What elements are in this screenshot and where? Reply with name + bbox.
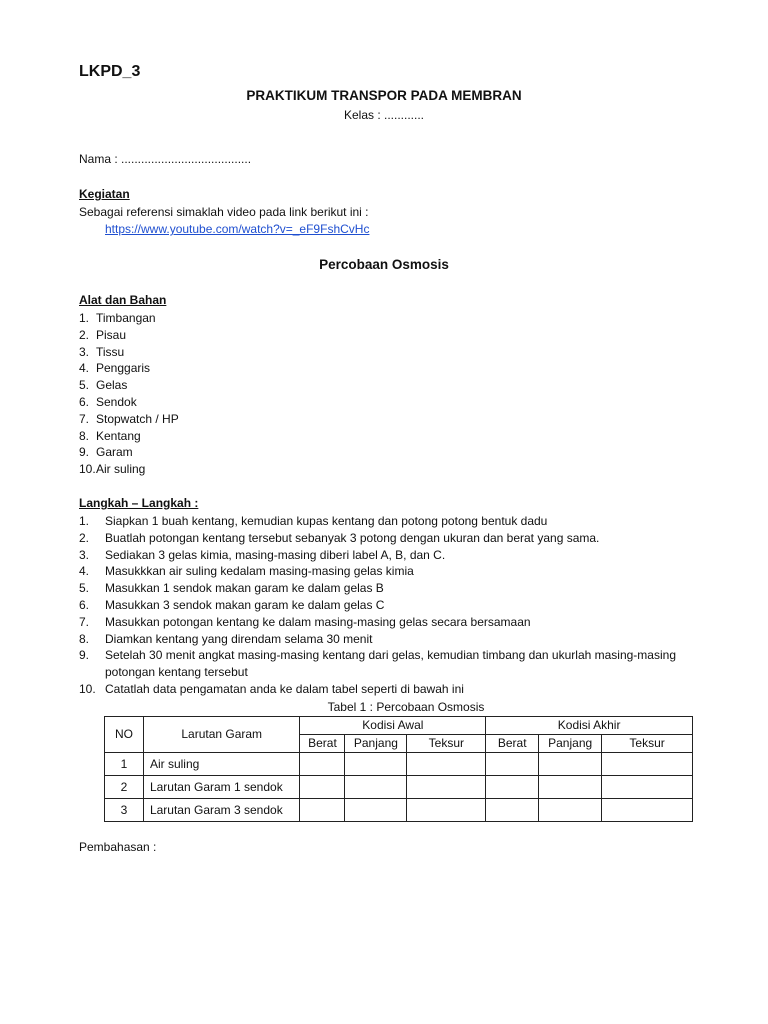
empty-cell <box>300 776 345 799</box>
step-text: Setelah 30 menit angkat masing-masing kentang dari gelas, kemudian timbang dan ukurlah masing-masing potongan kentang tersebut <box>105 648 676 680</box>
header-panjang: Panjang <box>539 735 602 753</box>
kegiatan-text: Sebagai referensi simaklah video pada link berikut ini : <box>79 205 369 219</box>
item-number: 6. <box>79 394 90 409</box>
table-caption: Tabel 1 : Percobaan Osmosis <box>327 700 485 714</box>
empty-cell <box>486 799 539 822</box>
empty-cell <box>300 799 345 822</box>
step-text: Diamkan kentang yang direndam selama 30 menit <box>105 631 373 646</box>
item-text: Penggaris <box>96 361 151 376</box>
step-text: Masukkan potongan kentang ke dalam masing-masing gelas secara bersamaan <box>105 614 531 629</box>
page-title: PRAKTIKUM TRANSPOR PADA MEMBRAN <box>246 88 522 103</box>
experiment-title: Percobaan Osmosis <box>319 257 449 272</box>
row-larutan: Air suling <box>143 753 300 776</box>
table-row <box>105 799 693 822</box>
item-number: 9. <box>79 445 90 460</box>
discussion-label: Pembahasan : <box>79 840 157 854</box>
step-text: Catatlah data pengamatan anda ke dalam tabel seperti di bawah ini <box>105 681 464 696</box>
table-row <box>105 776 693 799</box>
empty-cell <box>486 753 539 776</box>
empty-cell <box>602 753 693 776</box>
step-text: Masukkan 3 sendok makan garam ke dalam gelas C <box>105 597 385 612</box>
document-code: LKPD_3 <box>79 63 141 80</box>
kegiatan-heading: Kegiatan <box>79 187 130 201</box>
list-item <box>79 378 179 395</box>
list-item <box>79 445 179 462</box>
list-item <box>79 412 179 429</box>
header-teksur: Teksur <box>407 735 486 753</box>
step-item <box>79 563 679 580</box>
row-larutan: Larutan Garam 3 sendok <box>143 799 300 822</box>
step-number: 6. <box>79 597 90 612</box>
list-item <box>79 345 179 362</box>
step-text: Sediakan 3 gelas kimia, masing-masing diberi label A, B, dan C. <box>105 547 446 562</box>
empty-cell <box>345 753 407 776</box>
empty-cell <box>486 776 539 799</box>
video-link[interactable]: https://www.youtube.com/watch?v=_eF9FshCvHc <box>105 222 370 236</box>
materials-heading: Alat dan Bahan <box>79 293 167 307</box>
empty-cell <box>407 753 486 776</box>
step-item <box>79 681 679 698</box>
item-text: Tissu <box>96 344 125 359</box>
item-text: Stopwatch / HP <box>96 411 179 426</box>
step-text: Masukkan 1 sendok makan garam ke dalam gelas B <box>105 581 384 596</box>
row-number: 3 <box>105 799 144 822</box>
empty-cell <box>407 776 486 799</box>
item-number: 3. <box>79 344 90 359</box>
header-berat: Berat <box>300 735 345 753</box>
header-berat: Berat <box>486 735 539 753</box>
list-item <box>79 429 179 446</box>
steps-list <box>79 513 679 698</box>
empty-cell <box>539 799 602 822</box>
header-panjang: Panjang <box>345 735 407 753</box>
empty-cell <box>539 753 602 776</box>
row-larutan: Larutan Garam 1 sendok <box>143 776 300 799</box>
item-number: 4. <box>79 361 90 376</box>
name-field: Nama : ....................................... <box>79 152 252 166</box>
step-number: 1. <box>79 514 90 528</box>
step-number: 4. <box>79 564 90 579</box>
step-item <box>79 631 679 648</box>
empty-cell <box>602 776 693 799</box>
item-number: 8. <box>79 428 90 443</box>
item-text: Air suling <box>96 462 146 477</box>
list-item <box>79 328 179 345</box>
row-number: 2 <box>105 776 144 799</box>
header-larutan: Larutan Garam <box>143 717 300 753</box>
observation-table <box>104 716 693 822</box>
item-number: 1. <box>79 311 90 325</box>
item-text: Sendok <box>96 394 137 409</box>
materials-list <box>79 311 179 479</box>
step-text: Masukkkan air suling kedalam masing-masing gelas kimia <box>105 564 414 579</box>
item-text: Timbangan <box>96 311 156 325</box>
step-number: 10. <box>79 681 96 696</box>
empty-cell <box>539 776 602 799</box>
item-number: 5. <box>79 378 90 393</box>
item-number: 2. <box>79 327 90 342</box>
steps-heading: Langkah – Langkah : <box>79 496 199 510</box>
item-number: 10. <box>79 462 96 477</box>
header-kondisi-akhir: Kodisi Akhir <box>486 717 693 735</box>
list-item <box>79 361 179 378</box>
step-item <box>79 513 679 530</box>
item-text: Kentang <box>96 428 141 443</box>
list-item <box>79 462 179 479</box>
step-number: 9. <box>79 648 90 663</box>
item-text: Pisau <box>96 327 127 342</box>
empty-cell <box>345 799 407 822</box>
empty-cell <box>602 799 693 822</box>
step-number: 7. <box>79 614 90 629</box>
step-item <box>79 647 679 681</box>
step-number: 5. <box>79 581 90 596</box>
header-teksur: Teksur <box>602 735 693 753</box>
step-item <box>79 547 679 564</box>
step-item <box>79 597 679 614</box>
list-item <box>79 311 179 328</box>
step-text: Siapkan 1 buah kentang, kemudian kupas kentang dan potong potong bentuk dadu <box>105 514 548 528</box>
step-number: 8. <box>79 631 90 646</box>
step-item <box>79 580 679 597</box>
step-number: 3. <box>79 547 90 562</box>
empty-cell <box>345 776 407 799</box>
step-item <box>79 614 679 631</box>
item-text: Gelas <box>96 378 128 393</box>
list-item <box>79 395 179 412</box>
header-kondisi-awal: Kodisi Awal <box>300 717 486 735</box>
item-number: 7. <box>79 411 90 426</box>
step-text: Buatlah potongan kentang tersebut sebanyak 3 potong dengan ukuran dan berat yang sama. <box>105 530 600 545</box>
empty-cell <box>300 753 345 776</box>
header-no: NO <box>105 717 144 753</box>
row-number: 1 <box>105 753 144 776</box>
step-item <box>79 530 679 547</box>
empty-cell <box>407 799 486 822</box>
class-field: Kelas : ............ <box>343 108 425 122</box>
step-number: 2. <box>79 530 90 545</box>
table-row <box>105 753 693 776</box>
item-text: Garam <box>96 445 133 460</box>
